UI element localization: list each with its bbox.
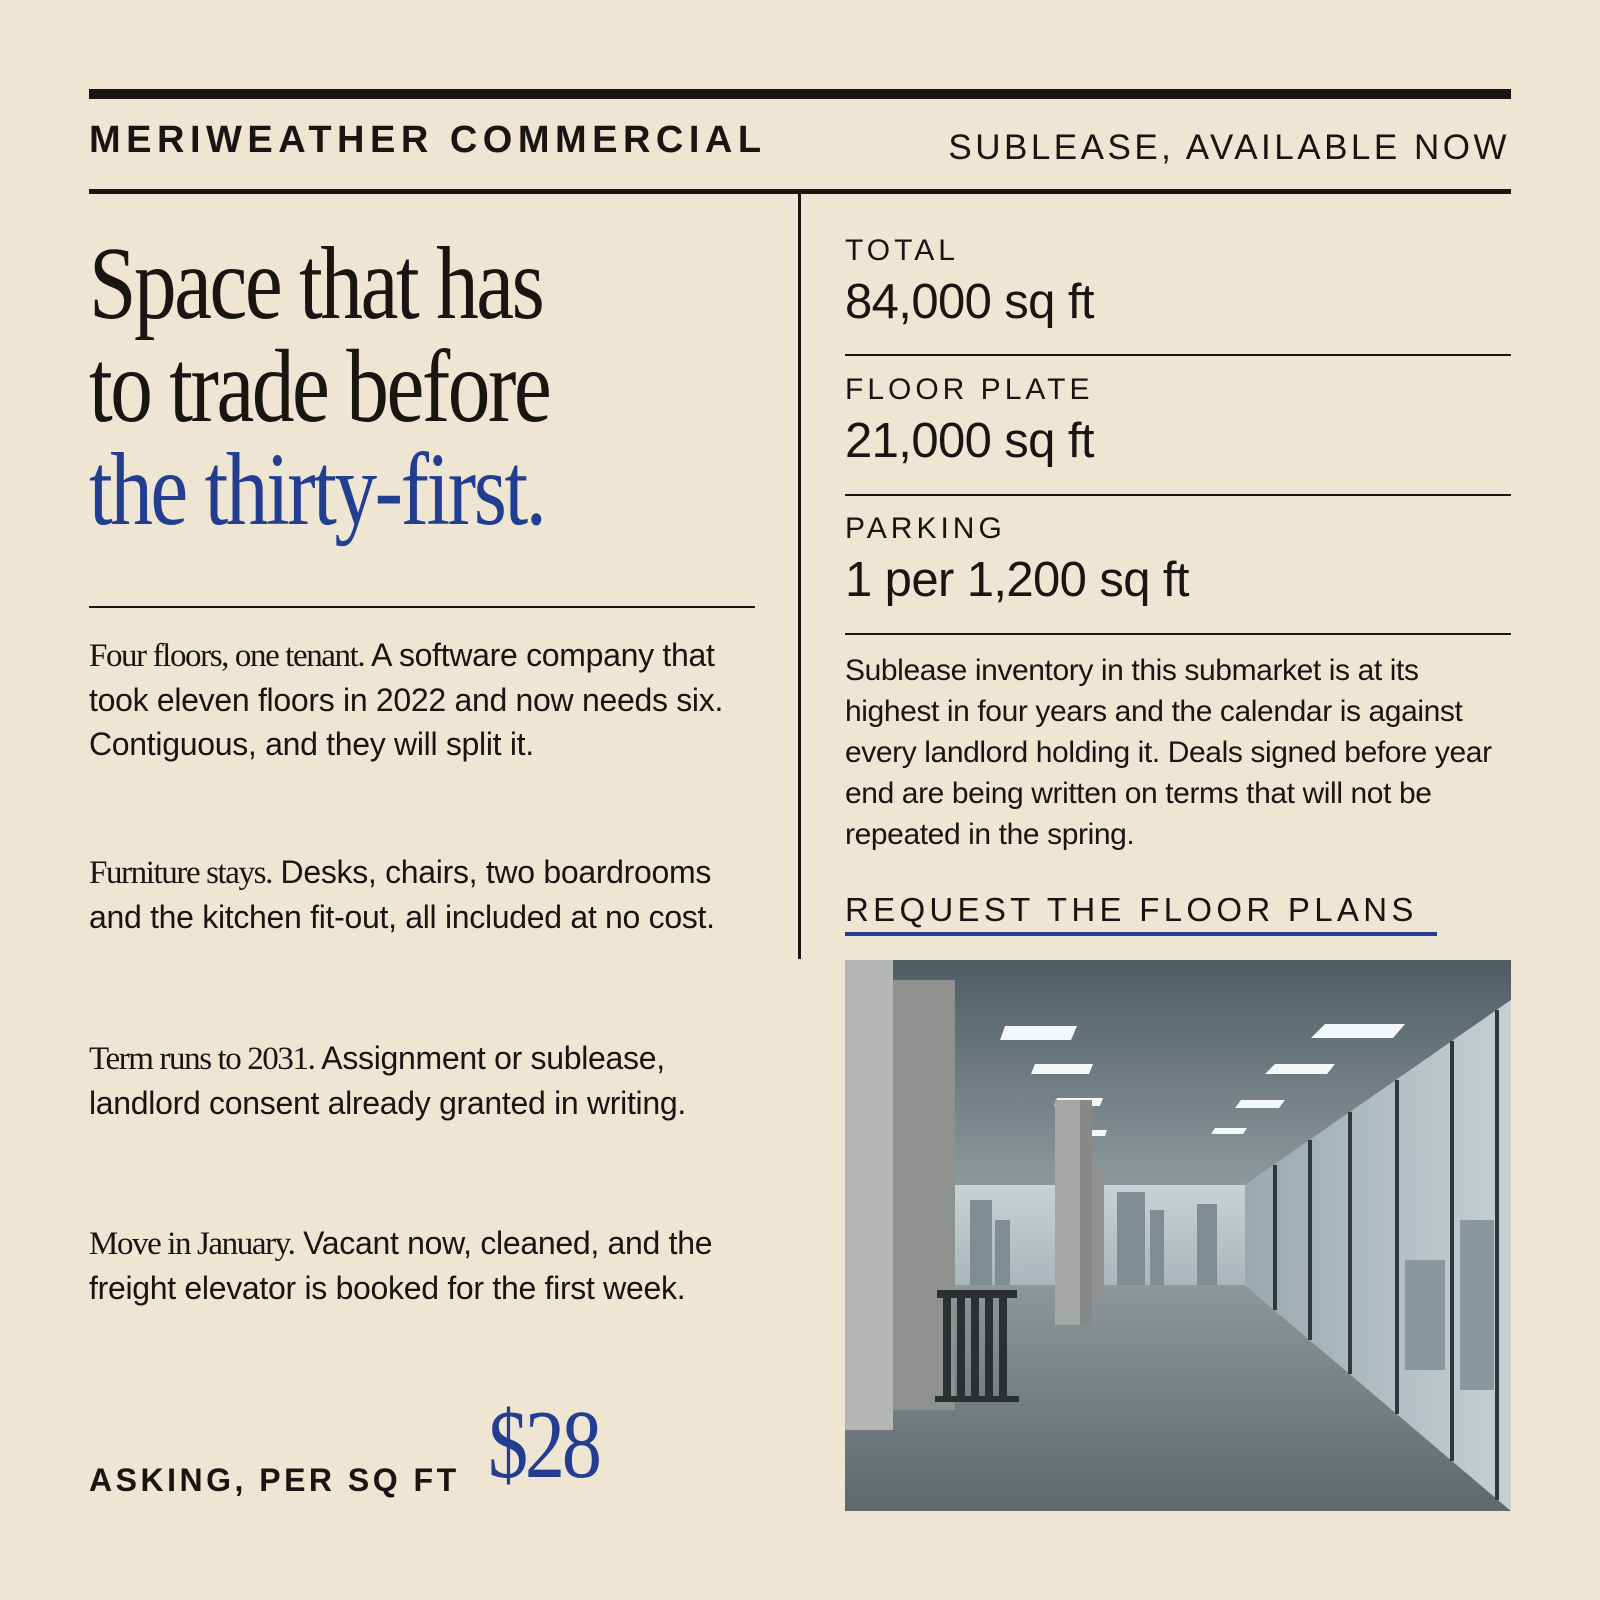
- asking-price: $28: [488, 1391, 599, 1499]
- request-floor-plans-link[interactable]: REQUEST THE FLOOR PLANS: [845, 891, 1418, 928]
- stat-value-floor-plate: 21,000 sq ft: [845, 414, 1094, 468]
- headline-line-1: Space that has: [89, 226, 543, 341]
- paragraph-furniture: [89, 850, 759, 939]
- column-divider: [798, 194, 801, 959]
- stat-rule: [845, 633, 1511, 635]
- stat-rule: [845, 354, 1511, 356]
- paragraph-tenant: [89, 633, 759, 766]
- headline-rule: [89, 606, 755, 608]
- market-note: Sublease inventory in this submarket is at its highest in four years and the calendar is against every landlord holding it. Deals signed before year end are being written on terms that will not be repeated in the spring.: [845, 654, 1492, 851]
- paragraph-move-in: [89, 1221, 759, 1310]
- headline: [89, 226, 550, 547]
- paragraph-term: [89, 1036, 759, 1125]
- availability-tagline: SUBLEASE, AVAILABLE NOW: [948, 128, 1510, 167]
- paragraph-lead: Furniture stays.: [89, 855, 272, 891]
- headline-line-2: to trade before: [89, 329, 550, 444]
- cta-underline: [845, 932, 1437, 936]
- stat-rule: [845, 494, 1511, 496]
- headline-line-3: the thirty-first.: [89, 432, 545, 547]
- paragraph-lead: Move in January.: [89, 1226, 295, 1262]
- paragraph-body: Desks, chairs, two boardrooms and the kitchen fit-out, all included at no cost.: [89, 854, 715, 935]
- stat-value-parking: 1 per 1,200 sq ft: [845, 553, 1189, 607]
- stat-label-parking: PARKING: [845, 512, 1006, 545]
- paragraph-lead: Term runs to 2031.: [89, 1041, 315, 1077]
- asking-price-label: ASKING, PER SQ FT: [89, 1462, 460, 1498]
- paragraph-body: Vacant now, cleaned, and the freight elevator is booked for the first week.: [89, 1225, 713, 1306]
- brand-name: MERIWEATHER COMMERCIAL: [89, 119, 767, 161]
- stat-label-total: TOTAL: [845, 234, 959, 267]
- top-rule: [89, 89, 1511, 99]
- office-interior-photo: [845, 960, 1511, 1511]
- stat-value-total: 84,000 sq ft: [845, 275, 1094, 329]
- stat-label-floor-plate: FLOOR PLATE: [845, 373, 1094, 406]
- paragraph-body: A software company that took eleven floors in 2022 and now needs six. Contiguous, and they will split it.: [89, 637, 724, 762]
- paragraph-lead: Four floors, one tenant.: [89, 638, 365, 674]
- paragraph-body: Assignment or sublease, landlord consent already granted in writing.: [89, 1040, 686, 1121]
